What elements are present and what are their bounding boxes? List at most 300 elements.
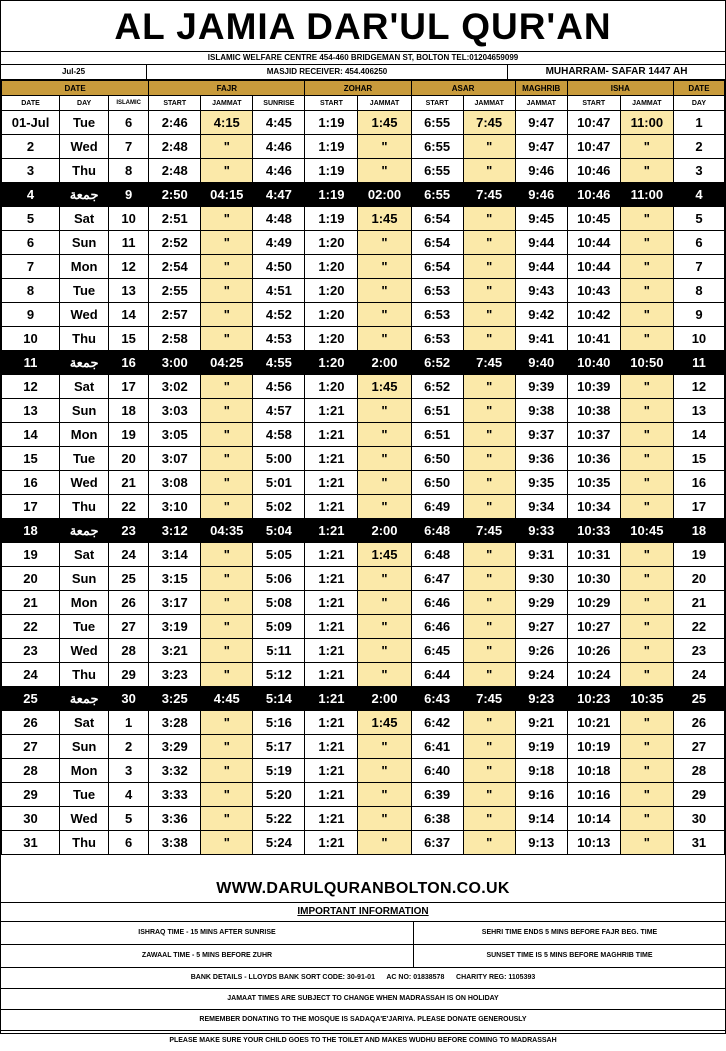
cell-zohar-start: 1:21 <box>305 831 358 855</box>
cell-islamic: 17 <box>109 375 149 399</box>
cell-day: Thu <box>60 159 109 183</box>
cell-day-number: 16 <box>673 471 724 495</box>
cell-maghrib-jammat: 9:47 <box>515 111 567 135</box>
cell-maghrib-jammat: 9:24 <box>515 663 567 687</box>
cell-asar-start: 6:38 <box>411 807 463 831</box>
cell-date: 22 <box>2 615 60 639</box>
cell-islamic: 30 <box>109 687 149 711</box>
cell-isha-start: 10:13 <box>567 831 620 855</box>
timetable-body <box>2 111 725 855</box>
cell-day-number: 6 <box>673 231 724 255</box>
cell-zohar-start: 1:21 <box>305 423 358 447</box>
cell-sunrise: 5:22 <box>253 807 305 831</box>
table-row <box>2 375 725 399</box>
cell-islamic: 22 <box>109 495 149 519</box>
cell-fajr-jammat: " <box>201 807 253 831</box>
cell-asar-jammat: " <box>463 471 515 495</box>
col-day: DAY <box>60 96 109 111</box>
cell-sunrise: 4:49 <box>253 231 305 255</box>
cell-isha-start: 10:38 <box>567 399 620 423</box>
cell-date: 20 <box>2 567 60 591</box>
cell-day-number: 15 <box>673 447 724 471</box>
cell-zohar-start: 1:21 <box>305 399 358 423</box>
cell-sunrise: 4:50 <box>253 255 305 279</box>
col-date: DATE <box>2 96 60 111</box>
cell-sunrise: 4:58 <box>253 423 305 447</box>
cell-isha-jammat: " <box>620 375 673 399</box>
cell-isha-start: 10:18 <box>567 759 620 783</box>
cell-date: 15 <box>2 447 60 471</box>
cell-zohar-jammat: " <box>358 399 411 423</box>
cell-zohar-start: 1:19 <box>305 111 358 135</box>
cell-zohar-start: 1:21 <box>305 711 358 735</box>
cell-day-number: 14 <box>673 423 724 447</box>
cell-isha-jammat: 11:00 <box>620 111 673 135</box>
cell-sunrise: 5:08 <box>253 591 305 615</box>
cell-islamic: 5 <box>109 807 149 831</box>
cell-zohar-jammat: " <box>358 759 411 783</box>
cell-fajr-start: 3:05 <box>149 423 201 447</box>
col-asar-start: START <box>411 96 463 111</box>
cell-isha-jammat: " <box>620 783 673 807</box>
table-row <box>2 303 725 327</box>
table-row <box>2 135 725 159</box>
cell-zohar-start: 1:21 <box>305 687 358 711</box>
cell-zohar-start: 1:21 <box>305 519 358 543</box>
cell-isha-jammat: 11:00 <box>620 183 673 207</box>
cell-sunrise: 4:48 <box>253 207 305 231</box>
cell-date: 23 <box>2 639 60 663</box>
cell-islamic: 21 <box>109 471 149 495</box>
table-row <box>2 423 725 447</box>
cell-islamic: 7 <box>109 135 149 159</box>
cell-date: 7 <box>2 255 60 279</box>
cell-date: 8 <box>2 279 60 303</box>
cell-fajr-jammat: " <box>201 231 253 255</box>
cell-isha-start: 10:47 <box>567 135 620 159</box>
cell-day-number: 9 <box>673 303 724 327</box>
cell-maghrib-jammat: 9:46 <box>515 183 567 207</box>
cell-day: Thu <box>60 327 109 351</box>
cell-zohar-jammat: " <box>358 279 411 303</box>
cell-zohar-jammat: 1:45 <box>358 111 411 135</box>
table-row <box>2 111 725 135</box>
col-isha-jammat: JAMMAT <box>620 96 673 111</box>
cell-fajr-start: 3:17 <box>149 591 201 615</box>
cell-day: Sun <box>60 231 109 255</box>
cell-zohar-jammat: " <box>358 447 411 471</box>
cell-fajr-start: 3:28 <box>149 711 201 735</box>
cell-zohar-start: 1:19 <box>305 159 358 183</box>
table-row <box>2 159 725 183</box>
cell-isha-jammat: " <box>620 279 673 303</box>
cell-fajr-jammat: " <box>201 447 253 471</box>
table-row-friday <box>2 519 725 543</box>
cell-asar-start: 6:45 <box>411 639 463 663</box>
cell-date: 13 <box>2 399 60 423</box>
cell-zohar-jammat: " <box>358 423 411 447</box>
cell-day-number: 12 <box>673 375 724 399</box>
cell-maghrib-jammat: 9:37 <box>515 423 567 447</box>
cell-fajr-jammat: " <box>201 399 253 423</box>
cell-date: 16 <box>2 471 60 495</box>
cell-asar-jammat: " <box>463 567 515 591</box>
cell-isha-start: 10:30 <box>567 567 620 591</box>
cell-sunrise: 5:24 <box>253 831 305 855</box>
cell-fajr-start: 3:29 <box>149 735 201 759</box>
cell-fajr-start: 3:38 <box>149 831 201 855</box>
cell-fajr-start: 3:21 <box>149 639 201 663</box>
cell-date: 4 <box>2 183 60 207</box>
cell-sunrise: 5:11 <box>253 639 305 663</box>
table-row-friday <box>2 687 725 711</box>
cell-zohar-jammat: " <box>358 159 411 183</box>
cell-sunrise: 5:05 <box>253 543 305 567</box>
cell-day: Thu <box>60 495 109 519</box>
cell-fajr-jammat: 04:25 <box>201 351 253 375</box>
cell-fajr-start: 3:25 <box>149 687 201 711</box>
cell-islamic: 16 <box>109 351 149 375</box>
cell-date: 17 <box>2 495 60 519</box>
table-row <box>2 735 725 759</box>
cell-asar-start: 6:50 <box>411 471 463 495</box>
cell-fajr-start: 3:12 <box>149 519 201 543</box>
cell-sunrise: 5:19 <box>253 759 305 783</box>
cell-zohar-jammat: " <box>358 807 411 831</box>
cell-date: 28 <box>2 759 60 783</box>
cell-fajr-jammat: " <box>201 159 253 183</box>
cell-sunrise: 4:57 <box>253 399 305 423</box>
cell-isha-start: 10:40 <box>567 351 620 375</box>
cell-islamic: 6 <box>109 111 149 135</box>
cell-asar-jammat: " <box>463 135 515 159</box>
table-row <box>2 639 725 663</box>
cell-fajr-jammat: " <box>201 639 253 663</box>
cell-isha-jammat: " <box>620 327 673 351</box>
cell-isha-jammat: " <box>620 255 673 279</box>
table-row <box>2 327 725 351</box>
cell-date: 30 <box>2 807 60 831</box>
cell-islamic: 3 <box>109 759 149 783</box>
cell-day: Thu <box>60 831 109 855</box>
cell-day-number: 27 <box>673 735 724 759</box>
cell-asar-jammat: " <box>463 591 515 615</box>
cell-asar-jammat: " <box>463 255 515 279</box>
cell-date: 3 <box>2 159 60 183</box>
cell-isha-start: 10:43 <box>567 279 620 303</box>
cell-zohar-start: 1:20 <box>305 375 358 399</box>
cell-date: 11 <box>2 351 60 375</box>
cell-asar-start: 6:48 <box>411 543 463 567</box>
jamaat-note: JAMAAT TIMES ARE SUBJECT TO CHANGE WHEN MADRASSAH IS ON HOLIDAY <box>1 989 725 1010</box>
cell-fajr-jammat: " <box>201 279 253 303</box>
cell-asar-start: 6:53 <box>411 327 463 351</box>
cell-fajr-start: 2:50 <box>149 183 201 207</box>
cell-day-number: 1 <box>673 111 724 135</box>
cell-zohar-start: 1:19 <box>305 183 358 207</box>
cell-sunrise: 4:56 <box>253 375 305 399</box>
col-isha-start: START <box>567 96 620 111</box>
cell-islamic: 2 <box>109 735 149 759</box>
cell-sunrise: 4:52 <box>253 303 305 327</box>
cell-isha-start: 10:33 <box>567 519 620 543</box>
cell-islamic: 8 <box>109 159 149 183</box>
cell-day: جمعة <box>60 351 109 375</box>
cell-zohar-jammat: " <box>358 783 411 807</box>
website-url: WWW.DARULQURANBOLTON.CO.UK <box>1 876 725 903</box>
cell-zohar-start: 1:21 <box>305 567 358 591</box>
cell-asar-start: 6:46 <box>411 591 463 615</box>
cell-day: Wed <box>60 303 109 327</box>
cell-isha-jammat: " <box>620 735 673 759</box>
cell-fajr-jammat: " <box>201 615 253 639</box>
cell-asar-start: 6:55 <box>411 159 463 183</box>
cell-zohar-start: 1:20 <box>305 255 358 279</box>
cell-asar-jammat: " <box>463 423 515 447</box>
table-row <box>2 255 725 279</box>
cell-zohar-start: 1:20 <box>305 231 358 255</box>
cell-date: 21 <box>2 591 60 615</box>
cell-asar-jammat: " <box>463 231 515 255</box>
month-label: Jul-25 <box>1 65 147 79</box>
cell-fajr-start: 3:36 <box>149 807 201 831</box>
cell-asar-start: 6:53 <box>411 279 463 303</box>
cell-fajr-start: 3:33 <box>149 783 201 807</box>
cell-zohar-jammat: 1:45 <box>358 543 411 567</box>
cell-fajr-start: 2:52 <box>149 231 201 255</box>
cell-isha-start: 10:34 <box>567 495 620 519</box>
cell-asar-start: 6:54 <box>411 231 463 255</box>
cell-islamic: 19 <box>109 423 149 447</box>
cell-islamic: 26 <box>109 591 149 615</box>
cell-maghrib-jammat: 9:27 <box>515 615 567 639</box>
zawaal-note: ZAWAAL TIME - 5 MINS BEFORE ZUHR <box>1 945 414 967</box>
cell-date: 2 <box>2 135 60 159</box>
group-asar: ASAR <box>411 81 515 96</box>
table-row <box>2 711 725 735</box>
cell-day: Mon <box>60 591 109 615</box>
cell-fajr-jammat: " <box>201 327 253 351</box>
cell-isha-start: 10:39 <box>567 375 620 399</box>
cell-isha-start: 10:21 <box>567 711 620 735</box>
cell-day: Sat <box>60 375 109 399</box>
cell-isha-start: 10:16 <box>567 783 620 807</box>
cell-islamic: 12 <box>109 255 149 279</box>
cell-maghrib-jammat: 9:31 <box>515 543 567 567</box>
cell-islamic: 6 <box>109 831 149 855</box>
cell-day-number: 11 <box>673 351 724 375</box>
cell-day: جمعة <box>60 687 109 711</box>
sunset-note: SUNSET TIME IS 5 MINS BEFORE MAGHRIB TIME <box>486 952 653 959</box>
important-heading <box>1 903 725 922</box>
cell-zohar-start: 1:21 <box>305 735 358 759</box>
cell-date: 01-Jul <box>2 111 60 135</box>
cell-fajr-start: 3:03 <box>149 399 201 423</box>
cell-day: Wed <box>60 807 109 831</box>
cell-date: 26 <box>2 711 60 735</box>
cell-day: Tue <box>60 111 109 135</box>
cell-fajr-jammat: " <box>201 711 253 735</box>
cell-asar-jammat: " <box>463 807 515 831</box>
cell-day-number: 21 <box>673 591 724 615</box>
cell-fajr-start: 3:00 <box>149 351 201 375</box>
cell-sunrise: 4:51 <box>253 279 305 303</box>
cell-sunrise: 5:06 <box>253 567 305 591</box>
cell-islamic: 20 <box>109 447 149 471</box>
table-row <box>2 231 725 255</box>
cell-fajr-start: 2:55 <box>149 279 201 303</box>
table-row <box>2 399 725 423</box>
cell-fajr-start: 2:48 <box>149 159 201 183</box>
cell-fajr-jammat: " <box>201 567 253 591</box>
cell-fajr-start: 3:32 <box>149 759 201 783</box>
cell-zohar-start: 1:19 <box>305 135 358 159</box>
cell-asar-jammat: 7:45 <box>463 687 515 711</box>
cell-islamic: 11 <box>109 231 149 255</box>
cell-sunrise: 5:14 <box>253 687 305 711</box>
cell-sunrise: 5:09 <box>253 615 305 639</box>
cell-asar-jammat: 7:45 <box>463 519 515 543</box>
cell-isha-jammat: 10:45 <box>620 519 673 543</box>
cell-isha-start: 10:36 <box>567 447 620 471</box>
table-row <box>2 783 725 807</box>
cell-day-number: 31 <box>673 831 724 855</box>
cell-isha-jammat: " <box>620 447 673 471</box>
cell-asar-start: 6:52 <box>411 351 463 375</box>
cell-zohar-jammat: 2:00 <box>358 351 411 375</box>
sub-header-row <box>2 96 725 111</box>
cell-day-number: 7 <box>673 255 724 279</box>
cell-asar-jammat: " <box>463 711 515 735</box>
cell-asar-jammat: " <box>463 831 515 855</box>
cell-fajr-start: 3:19 <box>149 615 201 639</box>
cell-zohar-start: 1:20 <box>305 303 358 327</box>
cell-maghrib-jammat: 9:19 <box>515 735 567 759</box>
cell-isha-jammat: " <box>620 159 673 183</box>
cell-maghrib-jammat: 9:14 <box>515 807 567 831</box>
col-zohar-jammat: JAMMAT <box>358 96 411 111</box>
col-maghrib-jammat: JAMMAT <box>515 96 567 111</box>
cell-asar-start: 6:52 <box>411 375 463 399</box>
cell-day: Sat <box>60 207 109 231</box>
cell-day-number: 8 <box>673 279 724 303</box>
cell-zohar-start: 1:21 <box>305 543 358 567</box>
cell-day: Wed <box>60 471 109 495</box>
cell-fajr-start: 3:02 <box>149 375 201 399</box>
cell-fajr-start: 2:46 <box>149 111 201 135</box>
important-heading-text: IMPORTANT INFORMATION <box>297 906 429 917</box>
cell-asar-jammat: " <box>463 639 515 663</box>
cell-asar-start: 6:39 <box>411 783 463 807</box>
cell-asar-start: 6:37 <box>411 831 463 855</box>
cell-isha-start: 10:46 <box>567 159 620 183</box>
cell-islamic: 23 <box>109 519 149 543</box>
cell-zohar-start: 1:21 <box>305 639 358 663</box>
prayer-timetable <box>1 80 725 855</box>
cell-sunrise: 5:04 <box>253 519 305 543</box>
cell-day-number: 23 <box>673 639 724 663</box>
table-row <box>2 831 725 855</box>
table-row <box>2 567 725 591</box>
cell-zohar-start: 1:21 <box>305 591 358 615</box>
cell-day: Sun <box>60 567 109 591</box>
cell-sunrise: 5:17 <box>253 735 305 759</box>
cell-zohar-start: 1:20 <box>305 351 358 375</box>
cell-fajr-jammat: " <box>201 591 253 615</box>
cell-isha-start: 10:44 <box>567 255 620 279</box>
cell-fajr-jammat: 4:45 <box>201 687 253 711</box>
cell-day-number: 22 <box>673 615 724 639</box>
cell-isha-start: 10:42 <box>567 303 620 327</box>
cell-zohar-start: 1:21 <box>305 663 358 687</box>
cell-day: جمعة <box>60 519 109 543</box>
sehri-note: SEHRI TIME ENDS 5 MINS BEFORE FAJR BEG. TIME <box>481 929 658 936</box>
cell-maghrib-jammat: 9:46 <box>515 159 567 183</box>
cell-asar-jammat: " <box>463 303 515 327</box>
cell-day: Wed <box>60 639 109 663</box>
cell-day-number: 17 <box>673 495 724 519</box>
cell-zohar-jammat: " <box>358 615 411 639</box>
cell-asar-jammat: " <box>463 207 515 231</box>
cell-zohar-jammat: " <box>358 567 411 591</box>
cell-maghrib-jammat: 9:34 <box>515 495 567 519</box>
cell-fajr-start: 3:08 <box>149 471 201 495</box>
group-header-row <box>2 81 725 96</box>
cell-sunrise: 5:01 <box>253 471 305 495</box>
cell-date: 5 <box>2 207 60 231</box>
cell-asar-start: 6:44 <box>411 663 463 687</box>
cell-asar-start: 6:51 <box>411 399 463 423</box>
cell-maghrib-jammat: 9:30 <box>515 567 567 591</box>
cell-day-number: 3 <box>673 159 724 183</box>
cell-date: 27 <box>2 735 60 759</box>
cell-isha-jammat: " <box>620 759 673 783</box>
cell-isha-jammat: " <box>620 135 673 159</box>
cell-maghrib-jammat: 9:13 <box>515 831 567 855</box>
cell-sunrise: 4:55 <box>253 351 305 375</box>
cell-asar-start: 6:48 <box>411 519 463 543</box>
cell-zohar-jammat: " <box>358 231 411 255</box>
cell-islamic: 15 <box>109 327 149 351</box>
cell-maghrib-jammat: 9:41 <box>515 327 567 351</box>
cell-isha-jammat: 10:35 <box>620 687 673 711</box>
cell-day: Tue <box>60 279 109 303</box>
cell-fajr-jammat: 04:15 <box>201 183 253 207</box>
cell-zohar-start: 1:21 <box>305 807 358 831</box>
cell-isha-jammat: " <box>620 207 673 231</box>
cell-maghrib-jammat: 9:45 <box>515 207 567 231</box>
cell-islamic: 24 <box>109 543 149 567</box>
table-row <box>2 471 725 495</box>
cell-maghrib-jammat: 9:23 <box>515 687 567 711</box>
cell-date: 29 <box>2 783 60 807</box>
cell-asar-jammat: 7:45 <box>463 111 515 135</box>
cell-asar-start: 6:47 <box>411 567 463 591</box>
madrassah-note: PLEASE MAKE SURE YOUR CHILD GOES TO THE TOILET AND MAKES WUDHU BEFORE COMING TO MADRASSAH <box>169 1037 557 1044</box>
cell-sunrise: 5:20 <box>253 783 305 807</box>
cell-asar-jammat: " <box>463 735 515 759</box>
cell-asar-start: 6:51 <box>411 423 463 447</box>
cell-fajr-jammat: " <box>201 783 253 807</box>
cell-asar-start: 6:55 <box>411 111 463 135</box>
cell-day: Sat <box>60 543 109 567</box>
group-date: DATE <box>2 81 149 96</box>
cell-asar-start: 6:46 <box>411 615 463 639</box>
cell-asar-jammat: " <box>463 159 515 183</box>
cell-date: 19 <box>2 543 60 567</box>
cell-isha-start: 10:14 <box>567 807 620 831</box>
cell-fajr-jammat: 04:35 <box>201 519 253 543</box>
